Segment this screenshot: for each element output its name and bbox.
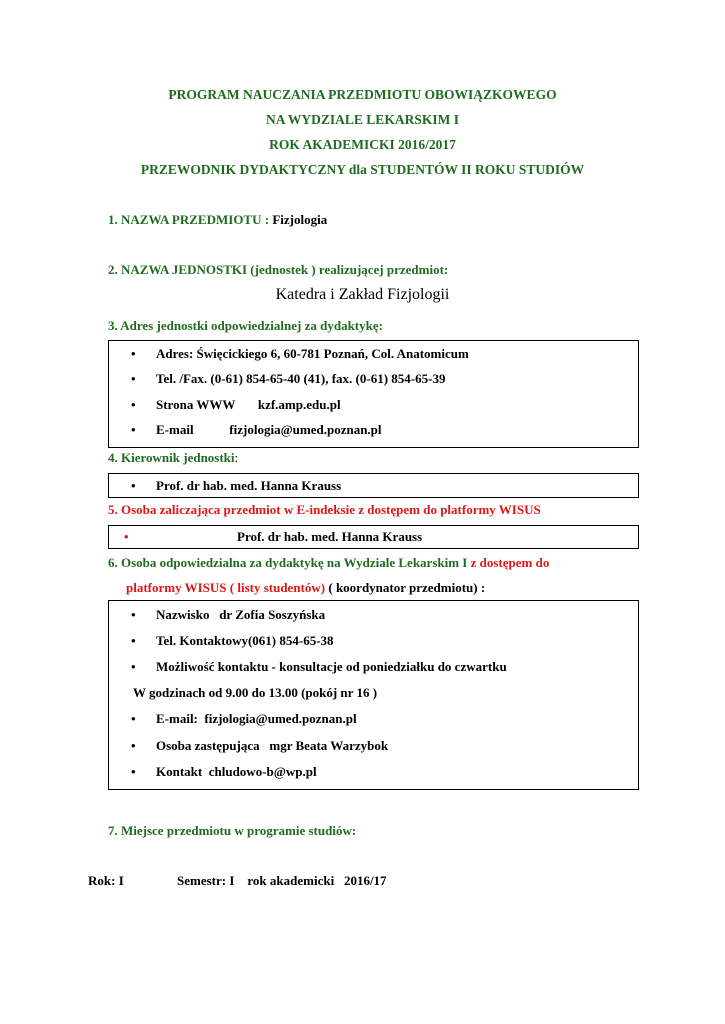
- bullet-icon: •: [131, 422, 136, 437]
- bullet-icon: •: [131, 738, 136, 753]
- footer-semestr: Semestr: I rok akademicki 2016/17: [177, 873, 387, 888]
- bullet-icon: •: [131, 607, 136, 622]
- bullet-icon: •: [131, 633, 136, 648]
- header-line-1: PROGRAM NAUCZANIA PRZEDMIOTU OBOWIĄZKOWEGO: [168, 87, 557, 102]
- head-box: • Prof. dr hab. med. Hanna Krauss: [108, 473, 639, 498]
- bullet-icon: •: [124, 529, 129, 544]
- header-line-3: ROK AKADEMICKI 2016/2017: [269, 137, 456, 152]
- section-6-line-2: platformy WISUS ( listy studentów) ( koordynator przedmiotu) :: [126, 580, 486, 595]
- footer-rok: Rok: I: [88, 873, 124, 888]
- header-line-4: PRZEWODNIK DYDAKTYCZNY dla STUDENTÓW II ROKU STUDIÓW: [140, 162, 585, 177]
- bullet-icon: •: [131, 346, 136, 361]
- section-6-line-1: 6. Osoba odpowiedzialna za dydaktykę na Wydziale Lekarskim I z dostępem do: [108, 555, 550, 570]
- section-3-label: 3. Adres jednostki odpowiedzialnej za dydaktykę:: [108, 318, 383, 333]
- e-index-box: [108, 525, 639, 549]
- section-4-label: 4. Kierownik jednostki: [108, 450, 235, 465]
- section-7-label: 7. Miejsce przedmiotu w programie studiów:: [108, 823, 357, 838]
- section-5-label: 5. Osoba zaliczająca przedmiot w E-indeksie z dostępem do platformy WISUS: [108, 502, 541, 517]
- bullet-icon: •: [131, 371, 136, 386]
- section-4: 4. Kierownik jednostki:: [108, 450, 239, 465]
- e-index-person: Prof. dr hab. med. Hanna Krauss: [237, 529, 423, 544]
- office-hours: W godzinach od 9.00 do 13.00 (pokój nr 16 ): [133, 685, 378, 700]
- bullet-icon: •: [131, 478, 136, 493]
- unit-name: Katedra i Zakład Fizjologii: [275, 286, 450, 303]
- section-1-label: 1. NAZWA PRZEDMIOTU :: [108, 212, 273, 227]
- header-line-2: NA WYDZIALE LEKARSKIM I: [266, 112, 459, 127]
- bullet-icon: •: [131, 711, 136, 726]
- bullet-icon: •: [131, 659, 136, 674]
- coordinator-box: • Nazwisko dr Zofia Soszyńska • Tel. Kontaktowy(061) 854-65-38 • Możliwość kontaktu - konsultacje od poniedziałku do czwartku W godzinach od 9.00 do 13.00 (pokój nr 16 ) • E-mail: fizjologia@umed.poznan.pl • Osoba zastępująca mgr Beata Warzybok • Kontakt chludowo-b@wp.pl: [108, 600, 639, 790]
- address-box: • Adres: Święcickiego 6, 60-781 Poznań, Col. Anatomicum • Tel. /Fax. (0-61) 854-65-40 (41), fax. (0-61) 854-65-39 • Strona WWW kzf.amp.edu.pl • E-mail fizjologia@umed.poznan.pl: [108, 340, 639, 448]
- section-1: [108, 212, 327, 228]
- bullet-icon: •: [131, 397, 136, 412]
- section-1-value: Fizjologia: [272, 212, 328, 227]
- bullet-icon: •: [131, 764, 136, 779]
- section-2-label: 2. NAZWA JEDNOSTKI (jednostek ) realizującej przedmiot:: [108, 262, 449, 277]
